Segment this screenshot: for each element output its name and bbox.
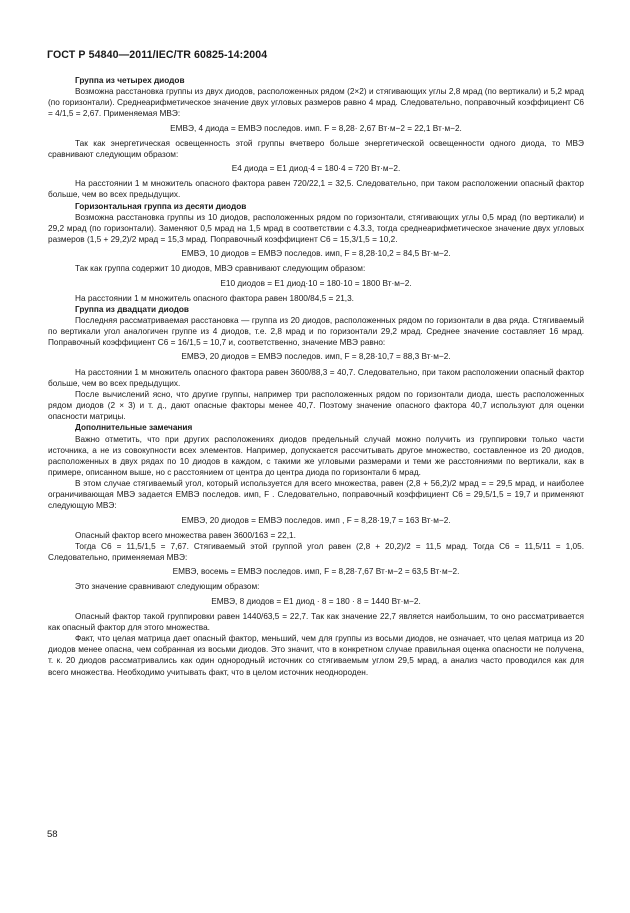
paragraph: На расстоянии 1 м множитель опасного фактора равен 1800/84,5 = 21,3. [75, 293, 354, 303]
paragraph: Факт, что целая матрица дает опасный фактор, меньший, чем для группы из восьми диодов, не означает, что целая матрица из 20 диодов менее опасна, чем собранная из восьми диодов. Это значит, что в конкретном случае правильная оценка опасности не получена, т. к. 20 диодов рассматривались как один однородный источник со стягиваемым углом 29,5 мрад, а анализ часто проводился как для всего множества. Необходимо учитывать факт, что в целом источник неоднороден. [48, 634, 584, 677]
paragraph: Так как энергетическая освещенность этой группы вчетверо больше энергетической освещенности одного диода, то МВЭ сравнивают следующим образом: [48, 138, 584, 159]
formula: EМВЭ, 4 диода = EМВЭ последов. имп. F = 8,28· 2,67 Вт·м−2 = 22,1 Вт·м−2. [170, 123, 462, 133]
formula: EМВЭ, 20 диодов = EМВЭ последов. имп , F = 8,28·19,7 = 163 Вт·м−2. [181, 515, 451, 525]
section-heading: Группа из двадцати диодов [75, 304, 189, 314]
paragraph: Так как группа содержит 10 диодов, МВЭ сравнивают следующим образом: [75, 264, 366, 274]
document-header: ГОСТ Р 54840—2011/IEC/TR 60825-14:2004 [47, 49, 268, 61]
paragraph: Это значение сравнивают следующим образом: [75, 582, 260, 592]
formula: E10 диодов = E1 диод·10 = 180·10 = 1800 Вт·м−2. [220, 278, 412, 288]
paragraph: Тогда C6 = 11,5/1,5 = 7,67. Стягиваемый этой группой угол равен (2,8 + 20,2)/2 = 11,5 мрад. Тогда C6 = 11,5/11 = 1,05. Следовательно, применяемая МВЭ: [48, 541, 584, 563]
section-heading: Горизонтальная группа из десяти диодов [75, 201, 247, 211]
paragraph: Опасный фактор всего множества равен 3600/163 = 22,1. [75, 530, 296, 540]
paragraph: На расстоянии 1 м множитель опасного фактора равен 3600/88,3 = 40,7. Следовательно, при таком расположении опасный фактор больше, чем во всех предыдущих. [48, 367, 584, 388]
formula: EМВЭ, 8 диодов = E1 диод · 8 = 180 · 8 = 1440 Вт·м−2. [211, 596, 421, 606]
paragraph: Возможна расстановка группы из 10 диодов, расположенных рядом по горизонтали, стягивающих углы 0,5 мрад (по вертикали) и 29,2 мрад (по горизонтали). Заменяют 0,5 мрад на 1,5 мрад в соответствии с 4.3.3, тогда среднеарифметическое значение двух угловых размеров (1,5 + 29,2)/2 мрад = 15,3 мрад. Поправочный коэффициент C6 = 15,3/1,5 = 10,2. [48, 212, 584, 245]
formula: EМВЭ, 10 диодов = EМВЭ последов. имп, F = 8,28·10,2 = 84,5 Вт·м−2. [181, 249, 451, 259]
paragraph: На расстоянии 1 м множитель опасного фактора равен 720/22,1 = 32,5. Следовательно, при таком расположении опасный фактор больше, чем во всех предыдущих. [48, 179, 584, 200]
paragraph: Возможна расстановка группы из двух диодов, расположенных рядом (2×2) и стягивающих углы 2,8 мрад (по вертикали) и 5,2 мрад (по горизонтали). Среднеарифметическое значение двух угловых размеров равно 4 мрад. Следовательно, поправочный коэффициент C6 = 4/1,5 = 2,67. Применяемая МВЭ: [48, 87, 584, 119]
formula: EМВЭ, восемь = EМВЭ последов. имп, F = 8,28·7,67 Вт·м−2 = 63,5 Вт·м−2. [172, 567, 460, 577]
formula: EМВЭ, 20 диодов = EМВЭ последов. имп, F = 8,28·10,7 = 88,3 Вт·м−2. [181, 352, 451, 362]
formula: E4 диода = E1 диод·4 = 180·4 = 720 Вт·м−2. [231, 164, 401, 174]
section-heading: Дополнительные замечания [75, 423, 193, 433]
page-number: 58 [47, 829, 58, 840]
paragraph: Последняя рассматриваемая расстановка — группа из 20 диодов, расположенных рядом по горизонтали в два ряда. Стягиваемый по вертикали угол аналогичен группе из 4 диодов, т.е. 2,8 мрад и по горизонтали 29,2 мрад. Среднее значение составляет 16 мрад. Поправочный коэффициент C6 = 16/1,5 = 10,7 и, соответственно, значение МВЭ равно: [48, 315, 584, 348]
paragraph: В этом случае стягиваемый угол, который используется для всего множества, равен (2,8 + 56,2)/2 мрад = = 29,5 мрад, и наиболее ограничивающая МВЭ задается EМВЭ последов. имп, F . Следовательно, поправочный коэффициент C6 = 29,5/1,5 = 19,7 и применяют следующую МВЭ: [48, 479, 584, 511]
section-heading: Группа из четырех диодов [75, 76, 185, 85]
paragraph: После вычислений ясно, что другие группы, например три расположенных рядом по горизонтали диода, шесть расположенных рядом диодов (2 × 3) и т. д., дают опасные факторы менее 40,7. Поэтому значение опасного фактора 40,7 используют для оценки опасности матрицы. [48, 389, 584, 422]
document-body [48, 75, 584, 678]
paragraph: Важно отметить, что при других расположениях диодов предельный случай можно получить из группировки только части источника, а не из совокупности всех элементов. Например, допускается рассчитывать другое множество, составленное из 20 диодов, расположенных в двух рядах по 10 диодов в каждом, с такими же угловыми размерами и теми же расстояниями по вертикали, как в примере, описанном выше, но с расстоянием от центра до центра диода по горизонтали 6 мрад. [48, 434, 584, 477]
paragraph: Опасный фактор такой группировки равен 1440/63,5 = 22,7. Так как значение 22,7 является наибольшим, то оно рассматривается как опасный фактор для этого множества. [48, 611, 584, 632]
